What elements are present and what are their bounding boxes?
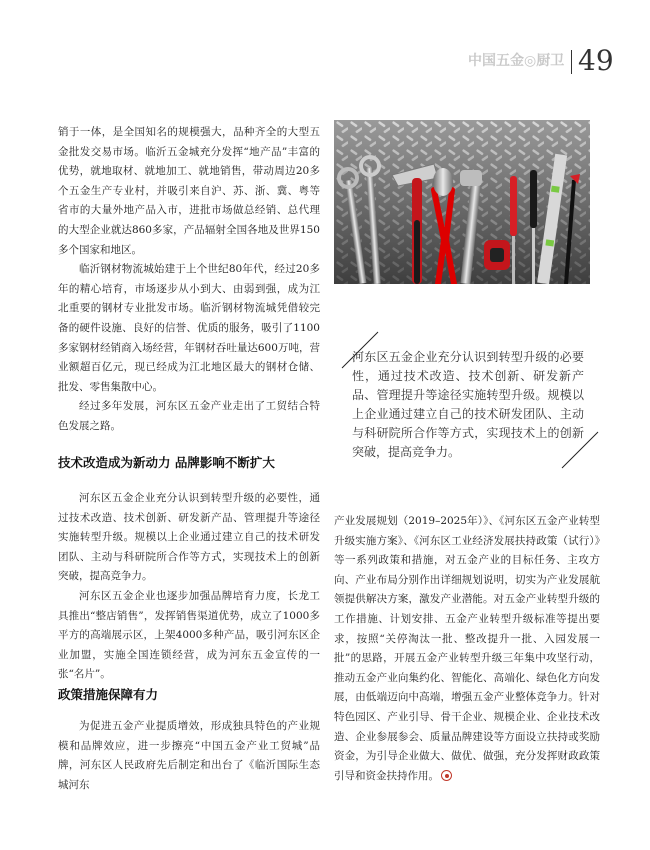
paragraph: 临沂钢材物流城始建于上个世纪80年代，经过20多年的精心培育，市场逐步从小到大、由弱到强，成为江北重要的钢材专业批发市场。临沂钢材物流城凭借较完备的硬件设施、良好的信誉、优质的服务，吸引了1100多家钢材经销商入场经营，年钢材吞吐量达600万吨，营业额超百亿元，现已经成为江北地区最大的钢材仓储、批发、零售集散中心。 bbox=[58, 263, 320, 393]
paragraph: 经过多年发展，河东区五金产业走出了工贸结合特色发展之路。 bbox=[58, 400, 320, 432]
left-column-policy bbox=[58, 717, 320, 795]
quote-line-bottom bbox=[560, 430, 600, 470]
paragraph: 产业发展规划（2019–2025年）》、《河东区五金产业转型升级实施方案》、《河东区工业经济发展扶持政策（试行）》等一系列政策和措施，对五金产业的目标任务、主攻方向、产业布局分别作出详细规划说明，切实为产业发展航领提供解决方案，激发产业潜能。对五金产业转型升级的工作措施、计划安排、五金产业转型升级标准等提出要求，按照“关停淘汰一批、整改提升一批、入园发展一批”的思路，开展五金产业转型升级三年集中攻坚行动，推动五金产业向集约化、智能化、高端化、绿色化方向发展，由低端迈向中高端，增强五金产业整体竞争力。针对特色园区、产业引导、骨干企业、规模企业、企业技术改造、企业参展参会、质量品牌建设等方面设立扶持或奖励资金，为引导企业做大、做优、做强，充分发挥财政政策引导和资金扶持作用。 bbox=[334, 515, 600, 782]
paragraph: 销于一体，是全国知名的规模强大，品种齐全的大型五金批发交易市场。临沂五金城充分发挥“地产品”丰富的优势，就地取材、就地加工、就地销售，带动周边20多个五金生产专业村，并吸引来自沪、苏、浙、冀、粤等省市的大量外地产品入市，进批市场做总经销、总代理的大型企业就达860多家，产品辐射全国各地及世界150多个国家和地区。 bbox=[58, 126, 320, 256]
tools-photo bbox=[334, 120, 590, 284]
paragraph: 为促进五金产业提质增效，形成独具特色的产业规模和品牌效应，进一步擦亮“中国五金产业工贸城”品牌，河东区人民政府先后制定和出台了《临沂国际生态城河东 bbox=[58, 720, 320, 791]
pull-quote: 河东区五金企业充分认识到转型升级的必要性，通过技术改造、技术创新、研发新产品、管理提升等途径实施转型升级。规模以上企业通过建立自己的技术研发团队、主动与科研院所合作等方式，实现技术上的创新突破，提高竞争力。 bbox=[352, 350, 584, 459]
section-title-policy: 政策措施保障有力 bbox=[58, 687, 159, 702]
paragraph: 河东区五金企业充分认识到转型升级的必要性，通过技术改造、技术创新、研发新产品、管理提升等途径实施转型升级。规模以上企业通过建立自己的技术研发团队、主动与科研院所合作等方式，实现技术上的创新突破，提高竞争力。 bbox=[58, 492, 320, 583]
left-column-top bbox=[58, 123, 320, 437]
paragraph: 河东区五金企业也逐步加强品牌培育力度，长龙工具推出“整店销售”，发挥销售渠道优势，成立了1000多平方的高端展示区，上架4000多种产品，吸引河东区企业加盟，实施全国连锁经营，成为河东五金宣传的一张“名片”。 bbox=[58, 589, 320, 681]
section-title-tech: 技术改造成为新动力 品牌影响不断扩大 bbox=[58, 455, 275, 470]
tape-measure-icon bbox=[484, 240, 510, 270]
header-divider bbox=[571, 50, 572, 74]
right-column bbox=[334, 512, 600, 786]
magazine-logo: 中国五金◎厨卫 bbox=[468, 53, 565, 69]
end-mark-icon bbox=[441, 770, 452, 781]
left-column-bottom bbox=[58, 489, 320, 685]
page-number: 49 bbox=[578, 44, 614, 77]
